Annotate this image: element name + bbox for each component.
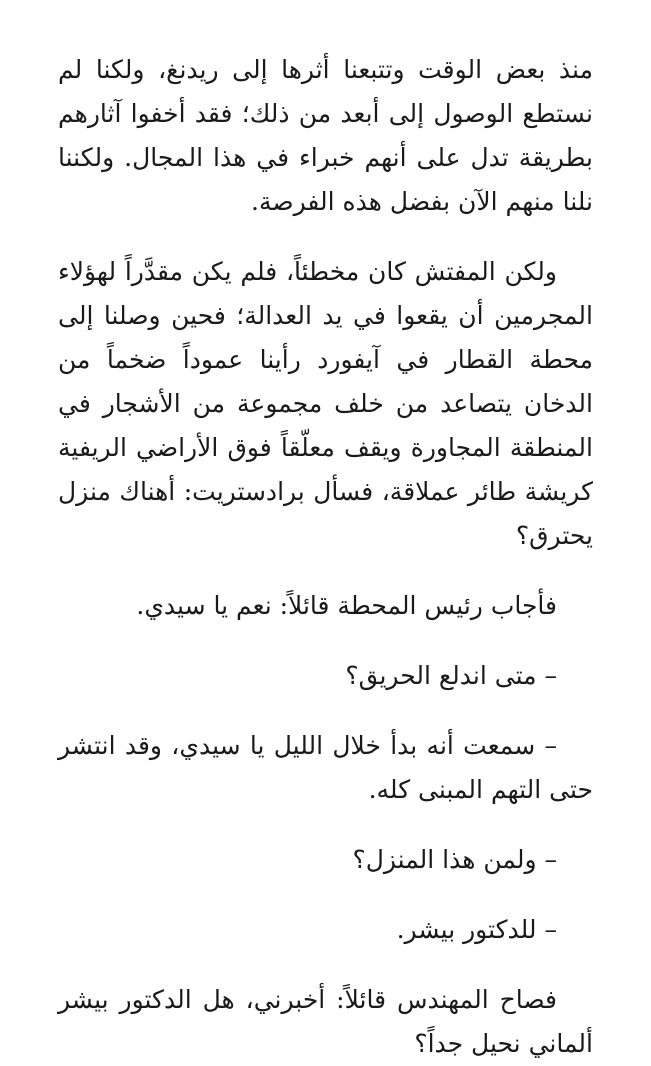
paragraph-gap bbox=[58, 628, 593, 654]
paragraph-5: – سمعت أنه بدأ خلال الليل يا سيدي، وقد انتشر حتى التهم المبنى كله. bbox=[58, 731, 593, 804]
paragraph-gap bbox=[58, 558, 593, 584]
paragraph-1: منذ بعض الوقت وتتبعنا أثرها إلى ريدنغ، ولكنا لم نستطع الوصول إلى أبعد من ذلك؛ فقد أخفوا آثارهم بطريقة تدل على أنهم خبراء في هذا المجال. ولكننا نلنا منهم الآن بفضل هذه الفرصة. bbox=[58, 55, 593, 216]
paragraph-6: – ولمن هذا المنزل؟ bbox=[352, 845, 557, 874]
paragraph-3: فأجاب رئيس المحطة قائلاً: نعم يا سيدي. bbox=[136, 591, 557, 620]
paragraph-gap bbox=[58, 224, 593, 250]
paragraph-7: – للدكتور بيشر. bbox=[396, 915, 557, 944]
paragraph-2: ولكن المفتش كان مخطئاً، فلم يكن مقدَّراً لهؤلاء المجرمين أن يقعوا في يد العدالة؛ فحين وصلنا إلى محطة القطار في آيفورد رأينا عموداً ضخماً من الدخان يتصاعد من خلف مجموعة من الأشجار في المنطقة المجاورة ويقف معلّقاً فوق الأراضي الريفية كريشة طائر عملاقة، فسأل برادستريت: أهناك منزل يحترق؟ bbox=[58, 257, 593, 550]
paragraph-gap bbox=[58, 698, 593, 724]
paragraph-8: فصاح المهندس قائلاً: أخبرني، هل الدكتور بيشر ألماني نحيل جداً؟ bbox=[58, 985, 593, 1058]
paragraph-gap bbox=[58, 812, 593, 838]
paragraph-4: – متى اندلع الحريق؟ bbox=[345, 661, 557, 690]
paragraph-gap bbox=[58, 882, 593, 908]
paragraph-gap bbox=[58, 952, 593, 978]
